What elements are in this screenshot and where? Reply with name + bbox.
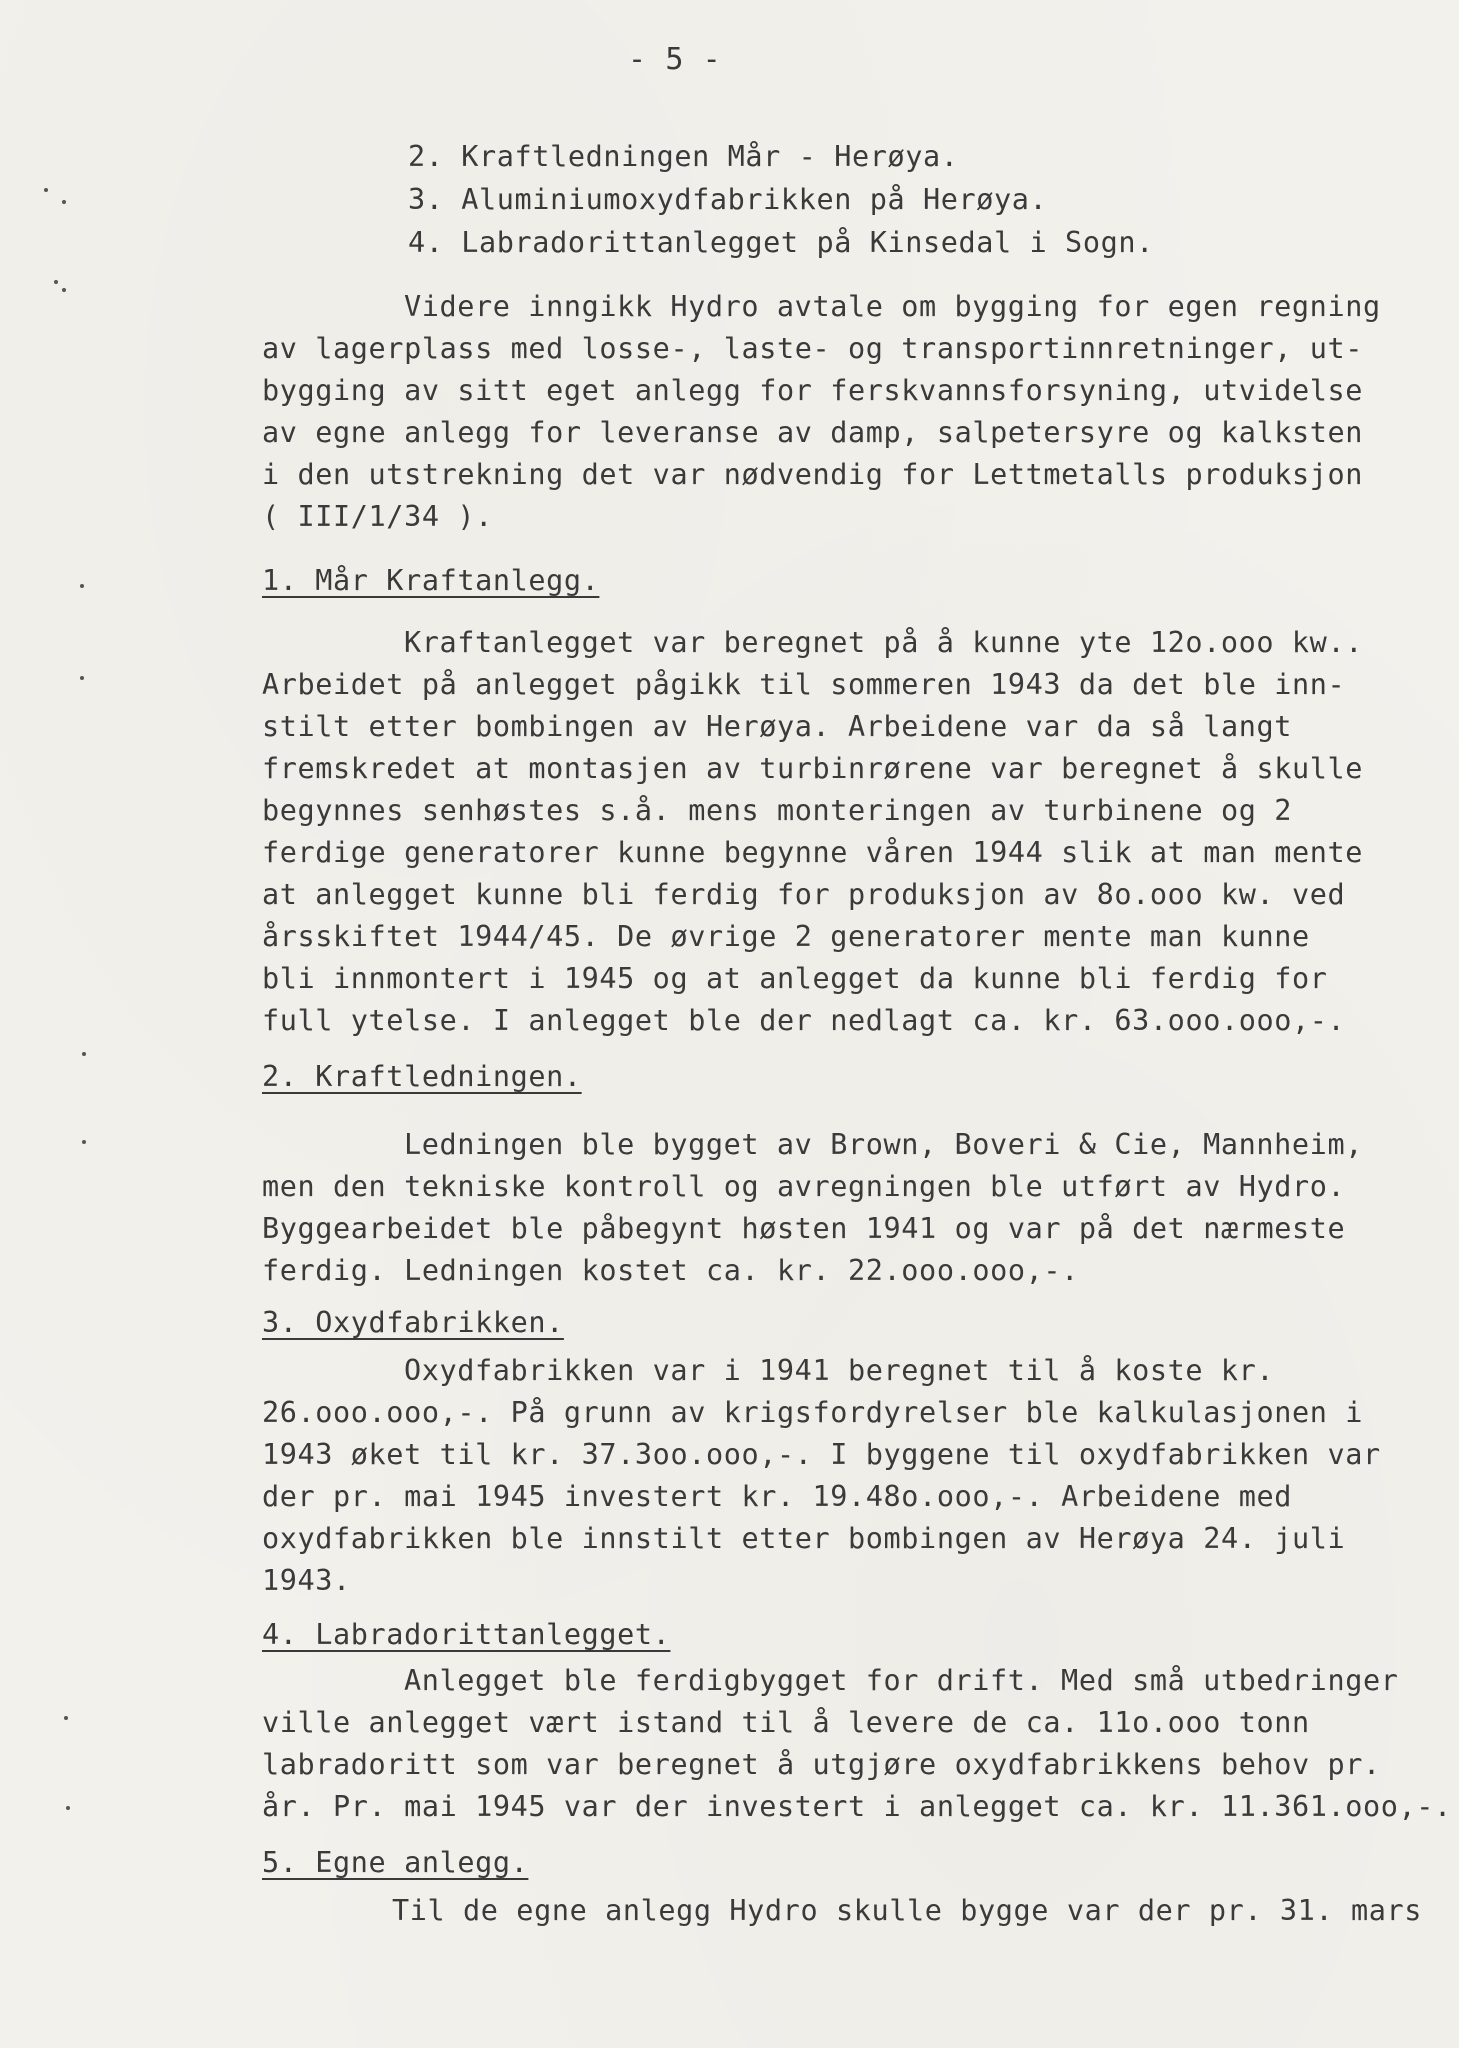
punch-mark (54, 280, 58, 284)
intro-line: i den utstrekning det var nødvendig for Lettmetalls produksjon (262, 458, 1364, 491)
section-heading-3: 3. Oxydfabrikken. (262, 1306, 564, 1339)
section-3-line: 26.ooo.ooo,-. På grunn av krigsfordyrelser ble kalkulasjonen i (262, 1396, 1364, 1429)
section-3-line: 1943 øket til kr. 37.3oo.ooo,-. I byggene til oxydfabrikken var (262, 1438, 1381, 1471)
section-3-line: oxydfabrikken ble innstilt etter bombingen av Herøya 24. juli (262, 1522, 1346, 1555)
section-1-line: årsskiftet 1944/45. De øvrige 2 generatorer mente man kunne (262, 920, 1310, 953)
punch-mark (64, 1716, 68, 1720)
intro-line: av egne anlegg for leveranse av damp, salpetersyre og kalksten (262, 416, 1364, 449)
punch-mark (44, 188, 48, 192)
section-heading-5: 5. Egne anlegg. (262, 1846, 529, 1879)
punch-mark (66, 1806, 70, 1810)
section-1-line: begynnes senhøstes s.å. mens monteringen av turbinene og 2 (262, 794, 1292, 827)
page-number: - 5 - (628, 42, 722, 77)
section-5-line: Til de egne anlegg Hydro skulle bygge var der pr. 31. mars (392, 1894, 1422, 1927)
section-2-line: Byggearbeidet ble påbegynt høsten 1941 og var på det nærmeste (262, 1212, 1346, 1245)
punch-mark (62, 288, 66, 292)
section-heading-1: 1. Mår Kraftanlegg. (262, 564, 600, 597)
punch-mark (80, 676, 84, 680)
section-1-line: Arbeidet på anlegget pågikk til sommeren 1943 da det ble inn- (262, 668, 1346, 701)
punch-mark (62, 200, 66, 204)
intro-line: av lagerplass med losse-, laste- og transportinnretninger, ut- (262, 332, 1364, 365)
section-2-line: men den tekniske kontroll og avregningen ble utført av Hydro. (262, 1170, 1346, 1203)
section-1-line: full ytelse. I anlegget ble der nedlagt ca. kr. 63.ooo.ooo,-. (262, 1004, 1346, 1037)
list-item: 3. Aluminiumoxydfabrikken på Herøya. (408, 183, 1048, 216)
section-4-line: labradoritt som var beregnet å utgjøre oxydfabrikkens behov pr. (262, 1748, 1381, 1781)
section-3-line: Oxydfabrikken var i 1941 beregnet til å koste kr. (404, 1354, 1275, 1387)
section-2-line: Ledningen ble bygget av Brown, Boveri & Cie, Mannheim, (404, 1128, 1363, 1161)
list-item: 2. Kraftledningen Mår - Herøya. (408, 140, 959, 173)
intro-line: Videre inngikk Hydro avtale om bygging for egen regning (404, 290, 1381, 323)
section-4-line: Anlegget ble ferdigbygget for drift. Med små utbedringer (404, 1664, 1399, 1697)
section-heading-4: 4. Labradorittanlegget. (262, 1618, 671, 1651)
section-3-line: 1943. (262, 1564, 351, 1597)
section-1-line: bli innmontert i 1945 og at anlegget da kunne bli ferdig for (262, 962, 1328, 995)
section-1-line: ferdige generatorer kunne begynne våren 1944 slik at man mente (262, 836, 1364, 869)
punch-mark (82, 1052, 86, 1056)
section-1-line: stilt etter bombingen av Herøya. Arbeidene var da så langt (262, 710, 1292, 743)
intro-line: ( III/1/34 ). (262, 500, 493, 533)
section-1-line: at anlegget kunne bli ferdig for produksjon av 8o.ooo kw. ved (262, 878, 1346, 911)
section-1-line: Kraftanlegget var beregnet på å kunne yte 12o.ooo kw.. (404, 626, 1363, 659)
intro-line: bygging av sitt eget anlegg for ferskvannsforsyning, utvidelse (262, 374, 1364, 407)
list-item: 4. Labradorittanlegget på Kinsedal i Sogn. (408, 226, 1154, 259)
punch-mark (82, 1140, 86, 1144)
section-2-line: ferdig. Ledningen kostet ca. kr. 22.ooo.ooo,-. (262, 1254, 1079, 1287)
section-3-line: der pr. mai 1945 investert kr. 19.48o.ooo,-. Arbeidene med (262, 1480, 1292, 1513)
section-1-line: fremskredet at montasjen av turbinrørene var beregnet å skulle (262, 752, 1364, 785)
section-heading-2: 2. Kraftledningen. (262, 1060, 582, 1093)
punch-mark (80, 584, 84, 588)
section-4-line: år. Pr. mai 1945 var der investert i anlegget ca. kr. 11.361.ooo,-. (262, 1790, 1452, 1823)
section-4-line: ville anlegget vært istand til å levere de ca. 11o.ooo tonn (262, 1706, 1310, 1739)
